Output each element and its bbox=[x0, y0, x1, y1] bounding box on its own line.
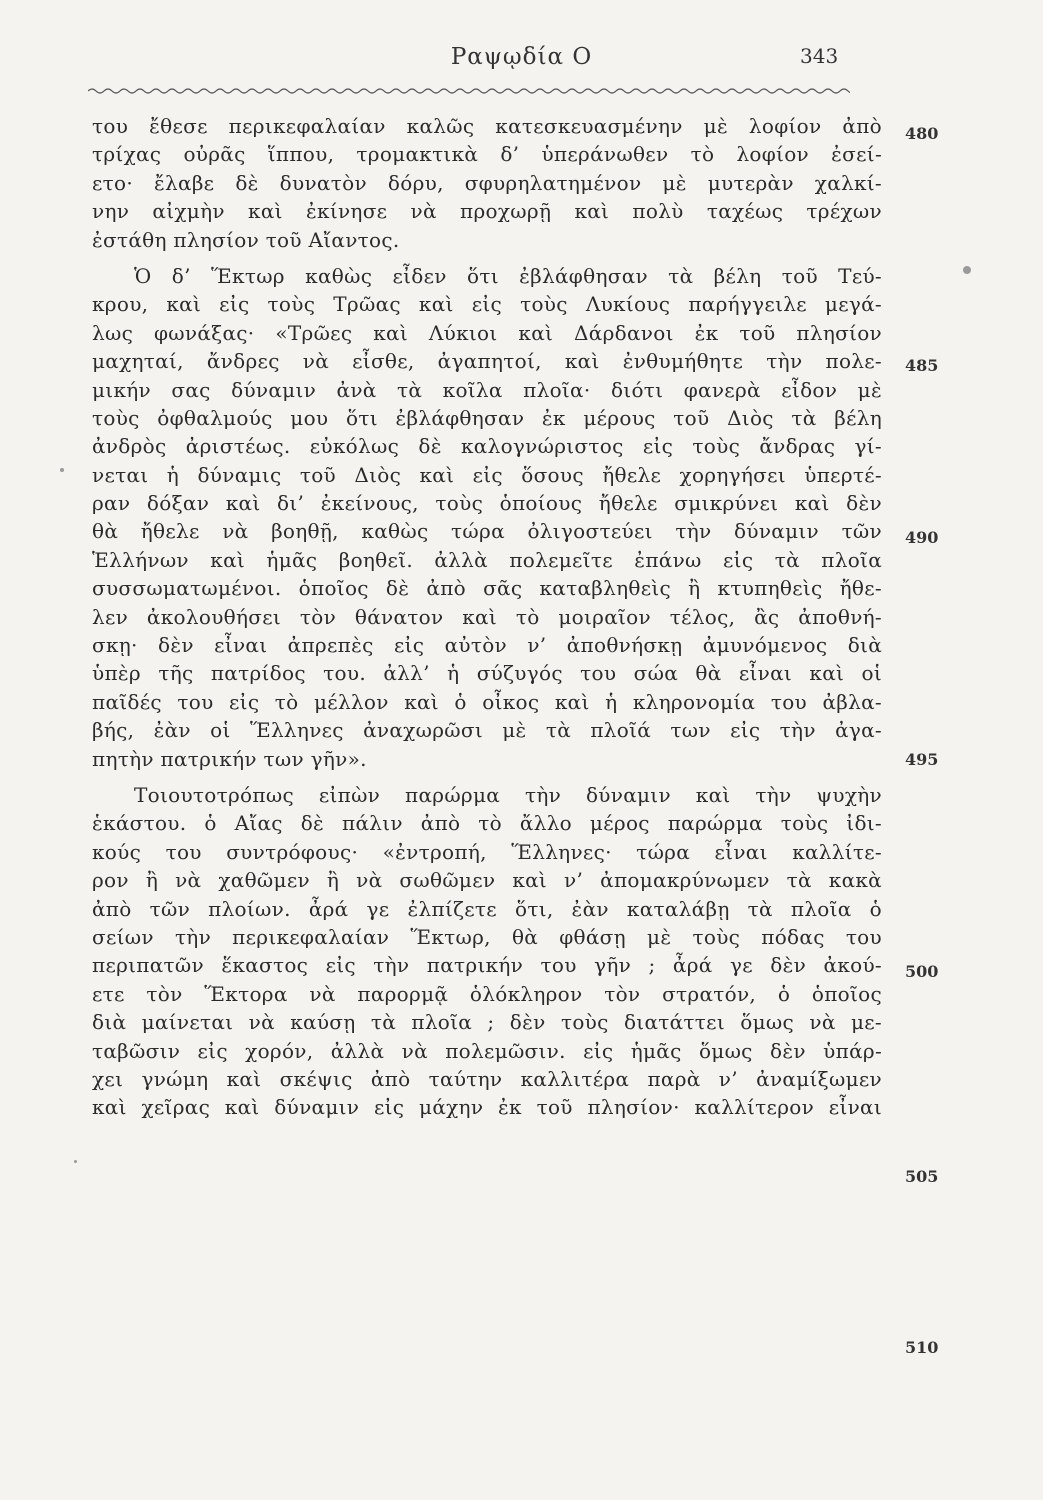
line-number-marker: 485 bbox=[905, 356, 939, 375]
text-line: ρον ἢ νὰ χαθῶμεν ἢ νὰ σωθῶμεν καὶ ν’ ἀπομακρύνωμεν τὰ κακὰ bbox=[92, 868, 882, 893]
text-line: νεται ἡ δύναμις τοῦ Διὸς καὶ εἰς ὅσους ἤθελε χορηγήσει ὑπερτέ- bbox=[92, 462, 882, 487]
line-number-marker: 480 bbox=[905, 124, 939, 143]
text-line: παῖδές του εἰς τὸ μέλλον καὶ ὁ οἶκος καὶ ἡ κληρονομία του ἀβλα- bbox=[92, 689, 882, 714]
text-line: βής, ἐὰν οἱ Ἕλληνες ἀναχωρῶσι μὲ τὰ πλοῖά των εἰς τὴν ἀγα- bbox=[92, 718, 882, 743]
text-line: σείων τὴν περικεφαλαίαν Ἕκτωρ, θὰ φθάσῃ μὲ τοὺς πόδας του bbox=[92, 924, 882, 949]
text-line: Τοιουτοτρόπως εἰπὼν παρώρμα τὴν δύναμιν καὶ τὴν ψυχὴν bbox=[134, 782, 882, 807]
text-line: ἀνδρὸς ἀριστέως. εὐκόλως δὲ καλογνώριστος εἰς τοὺς ἄνδρας γί- bbox=[92, 434, 882, 459]
text-line: μαχηταί, ἄνδρες νὰ εἶσθε, ἀγαπητοί, καὶ ἐνθυμήθητε τὴν πολε- bbox=[92, 349, 882, 374]
text-line: συσσωματωμένοι. ὁποῖος δὲ ἀπὸ σᾶς καταβληθεὶς ἢ κτυπηθεὶς ἤθε- bbox=[92, 576, 882, 601]
text-line: μικήν σας δύναμιν ἀνὰ τὰ κοῖλα πλοῖα· διότι φανερὰ εἶδον μὲ bbox=[92, 377, 882, 402]
text-line: ετε τὸν Ἕκτορα νὰ παρορμᾷ ὁλόκληρον τὸν στρατόν, ὁ ὁποῖος bbox=[92, 981, 882, 1006]
text-line: καὶ χεῖρας καὶ δύναμιν εἰς μάχην ἐκ τοῦ πλησίον· καλλίτερον εἶναι bbox=[92, 1095, 882, 1120]
text-line: Ἑλλήνων καὶ ἡμᾶς βοηθεῖ. ἀλλὰ πολεμεῖτε ἐπάνω εἰς τὰ πλοῖα bbox=[92, 547, 882, 572]
body-text bbox=[92, 112, 882, 1122]
text-line: ταβῶσιν εἰς χορόν, ἀλλὰ νὰ πολεμῶσιν. εἰς ἡμᾶς ὅμως δὲν ὑπάρ- bbox=[92, 1038, 882, 1063]
running-head-title: Ραψῳδία Ο bbox=[450, 44, 593, 70]
text-line: τοὺς ὀφθαλμούς μου ὅτι ἐβλάφθησαν ἐκ μέρους τοῦ Διὸς τὰ βέλη bbox=[92, 405, 882, 430]
text-line: ὑπὲρ τῆς πατρίδος του. ἀλλ’ ἡ σύζυγός του σώα θὰ εἶναι καὶ οἱ bbox=[92, 661, 882, 686]
text-line: Ὁ δ’ Ἕκτωρ καθὼς εἶδεν ὅτι ἐβλάφθησαν τὰ βέλη τοῦ Τεύ- bbox=[134, 263, 882, 288]
paper-speck bbox=[963, 266, 971, 274]
text-line: θὰ ἤθελε νὰ βοηθῇ, καθὼς τώρα ὀλιγοστεύει τὴν δύναμιν τῶν bbox=[92, 519, 882, 544]
text-line: του ἔθεσε περικεφαλαίαν καλῶς κατεσκευασμένην μὲ λοφίον ἀπὸ bbox=[92, 114, 882, 138]
page-number: 343 bbox=[800, 44, 839, 68]
text-line: τρίχας οὐρᾶς ἵππου, τρομακτικὰ δ’ ὑπεράνωθεν τὸ λοφίον ἐσεί- bbox=[92, 142, 882, 167]
line-number-marker: 490 bbox=[905, 528, 939, 547]
line-number-marker: 505 bbox=[905, 1167, 939, 1186]
text-line: ετο· ἔλαβε δὲ δυνατὸν δόρυ, σφυρηλατημένον μὲ μυτερὰν χαλκί- bbox=[92, 170, 882, 195]
line-number-marker: 500 bbox=[905, 962, 939, 981]
text-line: ραν δόξαν καὶ δι’ ἐκείνους, τοὺς ὁποίους ἤθελε σμικρύνει καὶ δὲν bbox=[92, 491, 882, 516]
paper-speck bbox=[60, 468, 64, 472]
line-number-marker: 495 bbox=[905, 750, 939, 769]
text-line: ἑκάστου. ὁ Αἴας δὲ πάλιν ἀπὸ τὸ ἄλλο μέρος παρώρμα τοὺς ἰδι- bbox=[92, 811, 882, 836]
text-line: νην αἰχμὴν καὶ ἐκίνησε νὰ προχωρῇ καὶ πολὺ ταχέως τρέχων bbox=[92, 199, 882, 224]
paper-speck bbox=[74, 1160, 77, 1163]
line-number-marker: 510 bbox=[905, 1338, 939, 1357]
text-line: σκῃ· δὲν εἶναι ἀπρεπὲς εἰς αὐτὸν ν’ ἀποθνήσκῃ ἀμυνόμενος διὰ bbox=[92, 633, 882, 658]
text-line: ἐστάθη πλησίον τοῦ Αἴαντος. bbox=[92, 227, 400, 252]
header-wavy-rule bbox=[88, 84, 850, 98]
text-line: λεν ἀκολουθήσει τὸν θάνατον καὶ τὸ μοιραῖον τέλος, ἂς ἀποθνή- bbox=[92, 604, 882, 629]
text-line: διὰ μαίνεται νὰ καύσῃ τὰ πλοῖα ; δὲν τοὺς διατάττει ὅμως νὰ με- bbox=[92, 1010, 882, 1035]
text-line: κρου, καὶ εἰς τοὺς Τρῶας καὶ εἰς τοὺς Λυκίους παρήγγειλε μεγά- bbox=[92, 292, 882, 317]
text-line: χει γνώμη καὶ σκέψις ἀπὸ ταύτην καλλιτέρα παρὰ ν’ ἀναμίξωμεν bbox=[92, 1066, 882, 1091]
text-line: λως φωνάξας· «Τρῶες καὶ Λύκιοι καὶ Δάρδανοι ἐκ τοῦ πλησίον bbox=[92, 320, 882, 345]
text-line: περιπατῶν ἕκαστος εἰς τὴν πατρικήν του γῆν ; ἆρά γε δὲν ἀκού- bbox=[92, 953, 882, 978]
text-line: πητὴν πατρικήν των γῆν». bbox=[92, 746, 367, 771]
text-line: κούς του συντρόφους· «ἐντροπή, Ἕλληνες· τώρα εἶναι καλλίτε- bbox=[92, 839, 882, 864]
text-line: ἀπὸ τῶν πλοίων. ἆρά γε ἐλπίζετε ὅτι, ἐὰν καταλάβῃ τὰ πλοῖα ὁ bbox=[92, 896, 882, 921]
